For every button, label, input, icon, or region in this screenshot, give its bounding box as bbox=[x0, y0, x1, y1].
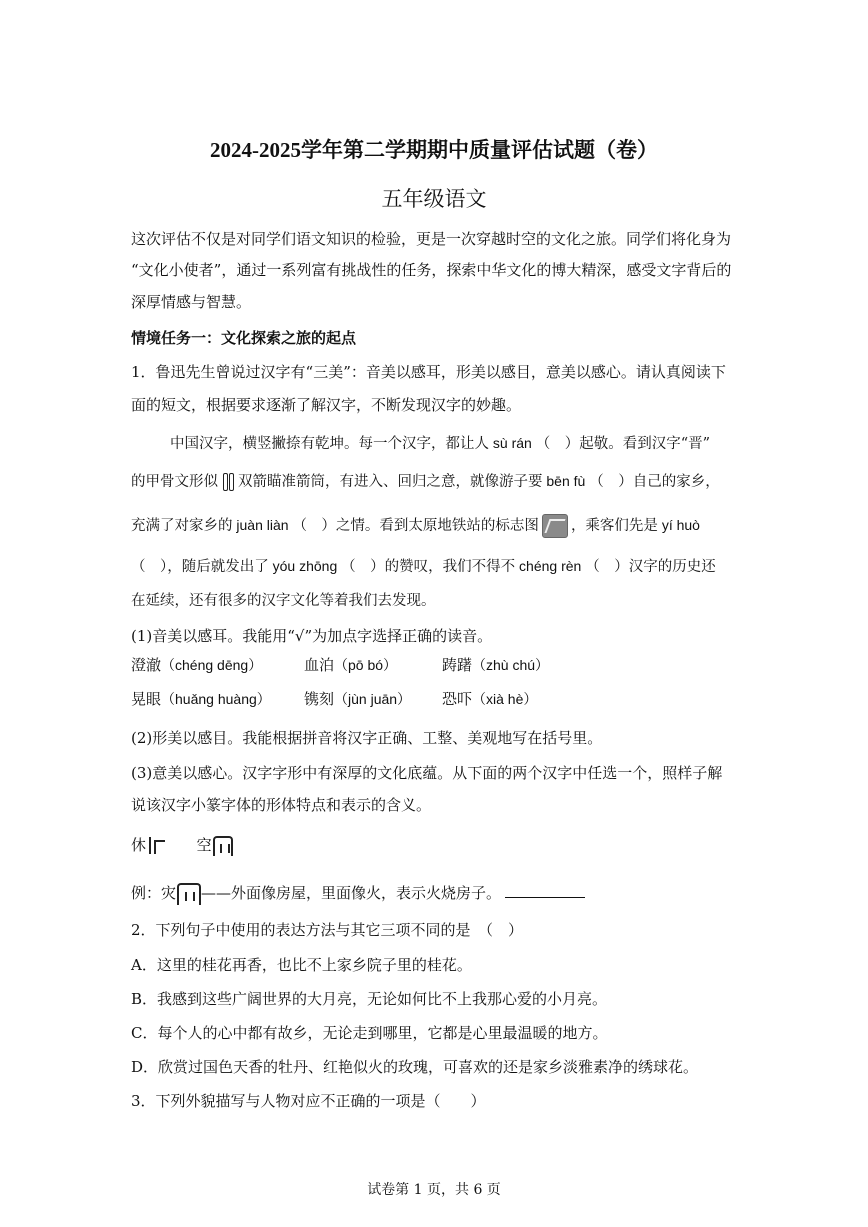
intro-line-3: 深厚情感与智慧。 bbox=[131, 293, 252, 311]
pinyin-su-ran: sù rán bbox=[489, 435, 536, 451]
pinyin-cheng-ren: chéng rèn bbox=[515, 558, 586, 574]
q1-stem-line-2: 面的短文，根据要求逐渐了解汉字，不断发现汉字的妙趣。 bbox=[131, 396, 522, 414]
q2-stem: 2．下列句子中使用的表达方法与其它三项不同的是 （ ） bbox=[131, 921, 524, 939]
pinyin-yi-huo: yí huò bbox=[657, 517, 700, 533]
pinyin-ben-fu: bēn fù bbox=[542, 473, 590, 489]
choice-item[interactable]: 踌躇（zhù chú） bbox=[442, 656, 550, 674]
seal-zai-icon bbox=[177, 883, 201, 905]
seal-kong-icon bbox=[213, 836, 233, 856]
example-line: 例：灾 ——外面像房屋，里面像火，表示火烧房子。 bbox=[131, 882, 585, 905]
seal-characters-row bbox=[131, 834, 233, 856]
pinyin-you-zhong: yóu zhōng bbox=[268, 558, 342, 574]
oracle-bone-jin-icon bbox=[221, 471, 235, 493]
q2-option-d[interactable]: D．欣赏过国色天香的牡丹、红艳似火的玫瑰，可喜欢的还是家乡淡雅素净的绣球花。 bbox=[131, 1058, 699, 1076]
passage-line-5: 在延续，还有很多的汉字文化等着我们去发现。 bbox=[131, 593, 436, 609]
q1-sub3-line-1: (3)意美以感心。汉字字形中有深厚的文化底蕴。从下面的两个汉字中任选一个，照样子解 bbox=[131, 764, 723, 782]
passage-line-1: 中国汉字，横竖撇捺有乾坤。每一个汉字，都让人 sù rán （ ）起敬。看到汉字“晋” bbox=[170, 435, 711, 452]
q2-option-b[interactable]: B．我感到这些广阔世界的大月亮，无论如何比不上我那心爱的小月亮。 bbox=[131, 990, 608, 1008]
choice-item[interactable]: 镌刻（jùn juān） bbox=[304, 690, 412, 708]
pinyin-juan-lian: juàn liàn bbox=[232, 517, 293, 533]
exam-title: 2024-2025学年第二学期期中质量评估试题（卷） bbox=[210, 138, 658, 162]
char-xiu: 休 bbox=[131, 836, 147, 854]
q1-sub2: (2)形美以感目。我能根据拼音将汉字正确、工整、美观地写在括号里。 bbox=[131, 729, 603, 747]
passage-line-4: （ ），随后就发出了 yóu zhōng （ ）的赞叹，我们不得不 chéng rèn （ ）汉字的历史还 bbox=[131, 558, 716, 575]
q2-option-c[interactable]: C．每个人的心中都有故乡，无论走到哪里，它都是心里最温暖的地方。 bbox=[131, 1024, 608, 1042]
page-footer: 试卷第 1 页，共 6 页 bbox=[367, 1182, 501, 1198]
q1-sub3-line-2: 说该汉字小篆字体的形体特点和表示的含义。 bbox=[131, 796, 432, 814]
section-heading: 情境任务一：文化探索之旅的起点 bbox=[131, 329, 357, 347]
intro-line-1: 这次评估不仅是对同学们语文知识的检验，更是一次穿越时空的文化之旅。同学们将化身为 bbox=[131, 230, 732, 248]
seal-xiu-icon bbox=[147, 836, 165, 856]
choice-item[interactable]: 晃眼（huǎng huàng） bbox=[131, 690, 271, 708]
q2-option-a[interactable]: A．这里的桂花再香，也比不上家乡院子里的桂花。 bbox=[131, 956, 472, 974]
intro-line-2: “文化小使者”，通过一系列富有挑战性的任务，探索中华文化的博大精深，感受文字背后的 bbox=[131, 261, 732, 279]
q3-stem: 3．下列外貌描写与人物对应不正确的一项是（ ） bbox=[131, 1092, 486, 1110]
choice-item[interactable]: 澄澈（chéng dēng） bbox=[131, 656, 263, 674]
exam-subtitle: 五年级语文 bbox=[381, 187, 487, 211]
pinyin-choice-row-2 bbox=[131, 688, 537, 710]
q1-sub1: (1)音美以感耳。我能用“√”为加点字选择正确的读音。 bbox=[131, 627, 493, 645]
char-kong: 空 bbox=[196, 836, 212, 854]
passage-line-2: 的甲骨文形似 双箭瞄准箭筒，有进入、回归之意，就像游子要 bēn fù （ ）自己的家乡， bbox=[131, 470, 720, 493]
pinyin-choice-row-1 bbox=[131, 654, 549, 676]
choice-item[interactable]: 恐吓（xià hè） bbox=[442, 690, 538, 708]
choice-item[interactable]: 血泊（pō bó） bbox=[304, 656, 398, 674]
metro-logo-icon bbox=[542, 514, 568, 538]
q1-stem-line-1: 1．鲁迅先生曾说过汉字有“三美”：音美以感耳，形美以感目，意美以感心。请认真阅读下 bbox=[131, 363, 726, 381]
answer-blank[interactable] bbox=[505, 883, 585, 898]
passage-line-3: 充满了对家乡的 juàn liàn （ ）之情。看到太原地铁站的标志图 ，乘客们先是 yí huò bbox=[131, 514, 700, 538]
